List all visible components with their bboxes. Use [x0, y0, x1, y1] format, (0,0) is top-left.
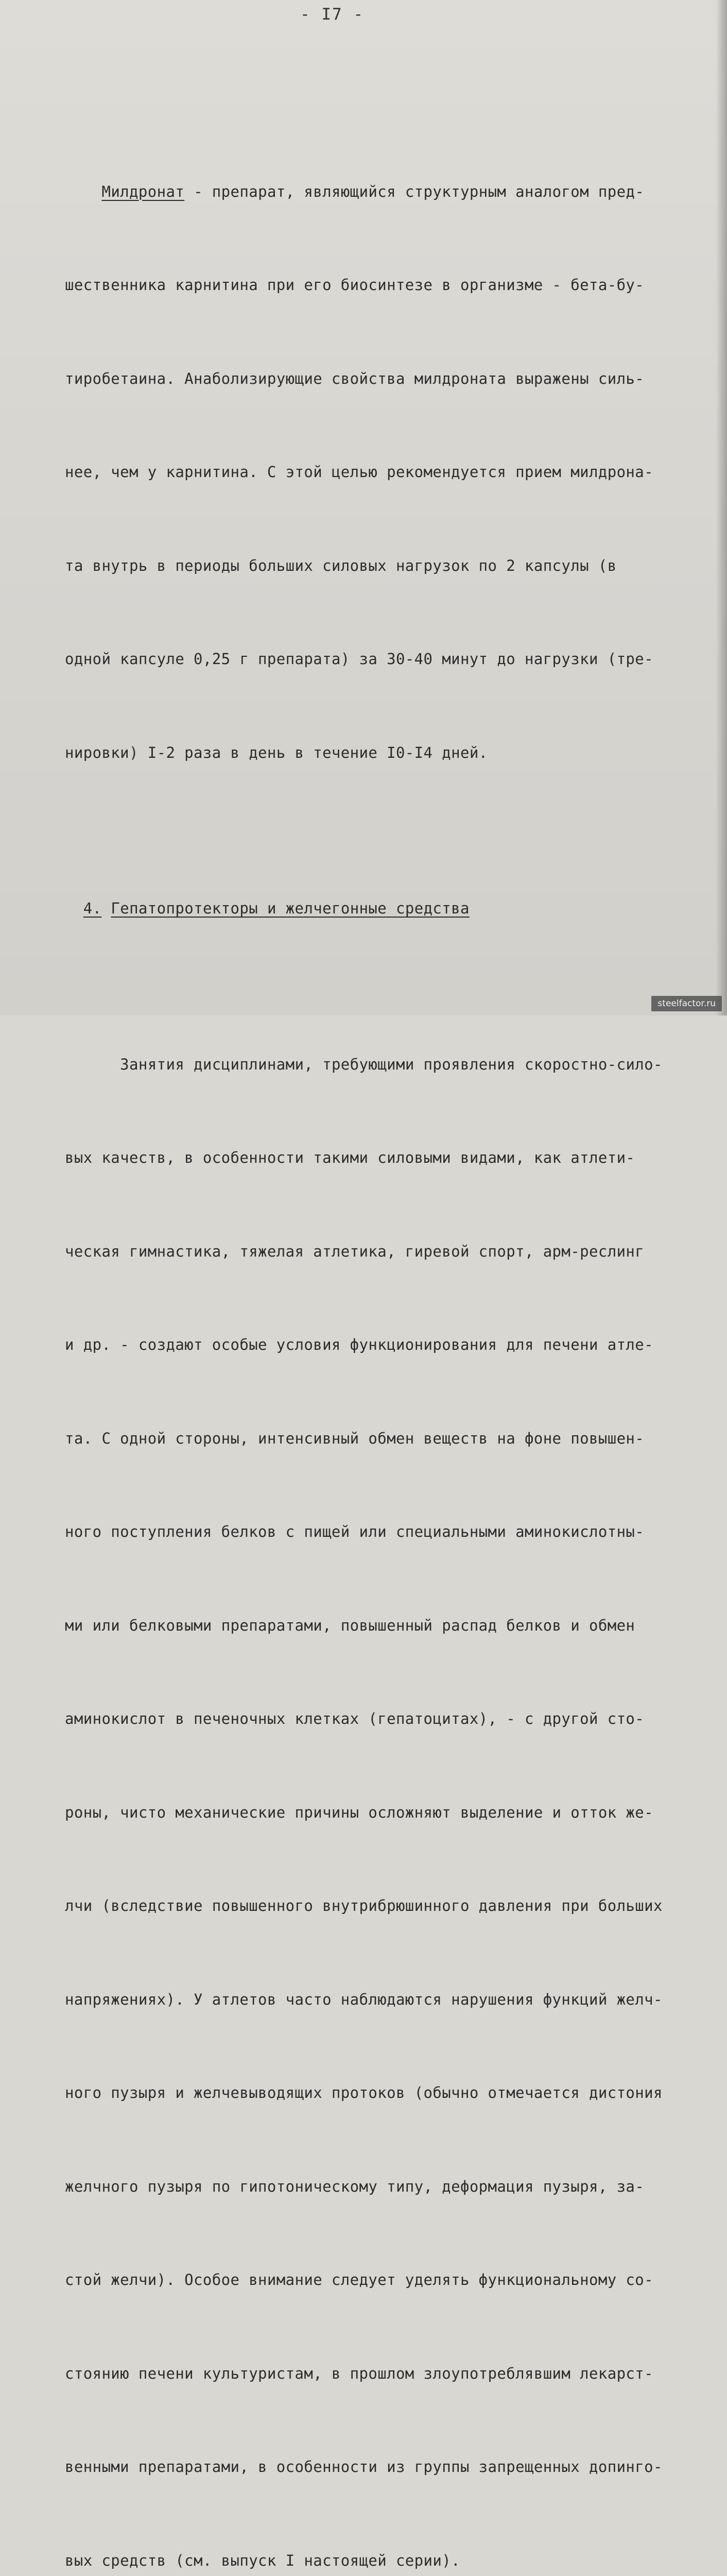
text-line: та внутрь в периоды больших силовых нагрузок по 2 капсулы (в — [65, 550, 693, 582]
text-line: роны, чисто механические причины осложняют выделение и отток же- — [65, 1797, 693, 1828]
term-mildronate: Милдронат — [101, 183, 184, 200]
text-line: нировки) I-2 раза в день в течение I0-I4 дней. — [65, 737, 693, 769]
text-line: шественника карнитина при его биосинтезе в организме - бета-бу- — [65, 269, 693, 301]
text-line: тиробетаина. Анаболизирующие свойства милдроната выражены силь- — [65, 363, 693, 395]
text-line: ного пузыря и желчевыводящих протоков (обычно отмечается дистония — [65, 2077, 693, 2109]
document-body — [65, 82, 693, 2576]
document-page — [0, 0, 727, 1015]
text-line: аминокислот в печеночных клетках (гепатоцитах), - с другой сто- — [65, 1703, 693, 1735]
section-number: 4. — [83, 900, 102, 917]
text-line: нее, чем у карнитина. С этой целью рекомендуется прием милдрона- — [65, 456, 693, 488]
text-line: ного поступления белков с пищей или специальными аминокислотны- — [65, 1516, 693, 1548]
page-edge-shadow — [716, 0, 727, 1015]
text-line-segment: - препарат, являющийся структурным аналогом пред- — [184, 183, 644, 200]
text-line: желчного пузыря по гипотоническому типу, деформация пузыря, за- — [65, 2171, 693, 2202]
text-line: лчи (вследствие повышенного внутрибрюшинного давления при больших — [65, 1890, 693, 1922]
text-line: и др. - создают особые условия функционирования для печени атле- — [65, 1329, 693, 1361]
text-line: напряжениях). У атлетов часто наблюдаются нарушения функций желч- — [65, 1984, 693, 2015]
text-line: стой желчи). Особое внимание следует уделять функциональному со- — [65, 2264, 693, 2296]
text-line: стоянию печени культуристам, в прошлом злоупотреблявшим лекарст- — [65, 2358, 693, 2389]
text-line — [65, 1049, 693, 1080]
text-line: венными препаратами, в особенности из группы запрещенных допинго- — [65, 2451, 693, 2483]
section-title: Гепатопротекторы и желчегонные средства — [111, 900, 470, 917]
page-number: - I7 - — [0, 5, 664, 24]
text-line: ми или белковыми препаратами, повышенный распад белков и обмен — [65, 1610, 693, 1641]
text-line: та. С одной стороны, интенсивный обмен веществ на фоне повышен- — [65, 1423, 693, 1454]
watermark: steelfactor.ru — [651, 996, 722, 1011]
section-heading — [65, 893, 693, 924]
text-line: вых средств (см. выпуск I настоящей серии). — [65, 2545, 693, 2576]
text-line: одной капсуле 0,25 г препарата) за 30-40 минут до нагрузки (тре- — [65, 643, 693, 675]
text-line-segment: Занятия дисциплинами, требующими проявления скоростно-сило- — [120, 1056, 663, 1073]
text-line — [65, 176, 693, 208]
text-line: ческая гимнастика, тяжелая атлетика, гиревой спорт, арм-реслинг — [65, 1236, 693, 1267]
text-line: вых качеств, в особенности такими силовыми видами, как атлети- — [65, 1142, 693, 1174]
